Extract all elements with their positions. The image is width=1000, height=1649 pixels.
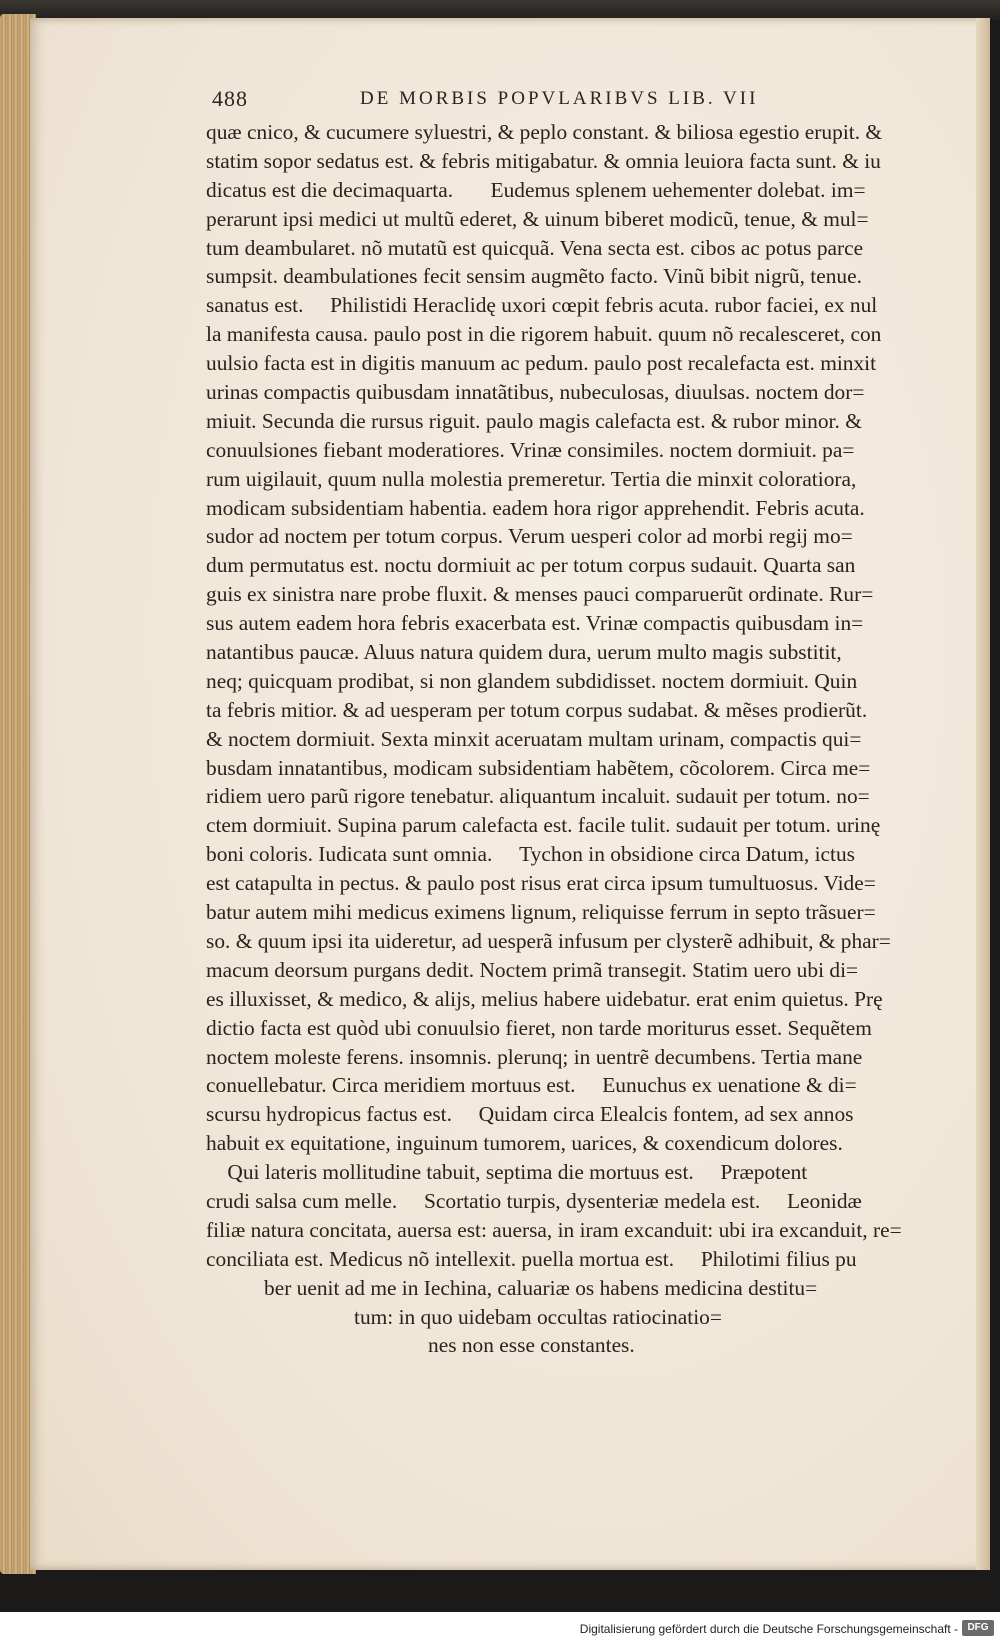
text-line: scursu hydropicus factus est. Quidam circa Elealcis fontem, ad sex annos: [206, 1102, 854, 1127]
text-line: la manifesta causa. paulo post in die rigorem habuit. quum nõ recalesceret, con: [206, 322, 882, 347]
body-text: [206, 118, 914, 1360]
text-line: es illuxisset, & medico, & alijs, melius habere uidebatur. erat enim quietus. Prę: [206, 986, 883, 1011]
text-line: dictio facta est quòd ubi conuulsio fieret, non tarde moriturus esset. Sequẽtem: [206, 1015, 872, 1040]
text-line: urinas compactis quibusdam innatãtibus, nubeculosas, diuulsas. noctem dor=: [206, 380, 865, 405]
page-number: 488: [212, 86, 248, 111]
text-line: busdam innatantibus, modicam subsidentiam habẽtem, cõcolorem. Circa me=: [206, 755, 871, 780]
text-line: ctem dormiuit. Supina parum calefacta est. facile tulit. sudauit per totum. urinę: [206, 813, 881, 838]
text-line: sus autem eadem hora febris exacerbata est. Vrinæ compactis quibusdam in=: [206, 611, 864, 636]
text-line: miuit. Secunda die rursus riguit. paulo magis calefacta est. & rubor minor. &: [206, 408, 862, 433]
text-line: habuit ex equitatione, inguinum tumorem, uarices, & coxendicum dolores.: [206, 1131, 843, 1156]
text-line: sanatus est. Philistidi Heraclidę uxori cœpit febris acuta. rubor faciei, ex nul: [206, 293, 878, 318]
tail-line: nes non esse constantes.: [428, 1333, 635, 1358]
text-line: conuulsiones fiebant moderatiores. Vrinæ consimiles. noctem dormiuit. pa=: [206, 437, 855, 462]
text-line: batur autem mihi medicus eximens lignum, reliquisse ferrum in septo trãsuer=: [206, 900, 876, 925]
text-line: conuellebatur. Circa meridiem mortuus est. Eunuchus ex uenatione & di=: [206, 1073, 857, 1098]
text-line: est catapulta in pectus. & paulo post risus erat circa ipsum tumultuosus. Vide=: [206, 871, 876, 896]
text-line: ridiem uero parũ rigore tenebatur. aliquantum incaluit. sudauit per totum. no=: [206, 784, 870, 809]
text-line: rum uigilauit, quum nulla molestia premeretur. Tertia die minxit coloratiora,: [206, 466, 857, 491]
text-line: tum deambularet. nõ mutatũ est quicquã. Vena secta est. cibos ac potus parce: [206, 235, 864, 260]
text-line: Qui lateris mollitudine tabuit, septima die mortuus est. Præpotent: [206, 1160, 808, 1185]
dfg-logo: DFG: [962, 1620, 994, 1636]
running-head: DE MORBIS POPVLARIBVS LIB. VII: [360, 88, 759, 109]
tail-line: ber uenit ad me in Iechina, caluariæ os habens medicina destitu=: [264, 1275, 818, 1300]
page-gutter: [976, 18, 990, 1570]
footer-bar: [0, 1612, 1000, 1649]
text-line: quæ cnico, & cucumere syluestri, & peplo constant. & biliosa egestio erupit. &: [206, 120, 883, 144]
text-line: ta febris mitior. & ad uesperam per totum corpus sudabat. & mẽses prodierũt.: [206, 697, 868, 722]
text-line: dum permutatus est. noctu dormiuit ac per totum corpus sudauit. Quarta san: [206, 553, 856, 578]
text-line: sumpsit. deambulationes fecit sensim augmẽto facto. Vinũ bibit nigrũ, tenue.: [206, 264, 862, 289]
page-header: [212, 86, 912, 116]
text-line: macum deorsum purgans dedit. Noctem primã transegit. Statim uero ubi di=: [206, 957, 859, 982]
funding-note: Digitalisierung gefördert durch die Deutsche Forschungsgemeinschaft -: [579, 1622, 958, 1636]
text-line: crudi salsa cum melle. Scortatio turpis, dysenteriæ medela est. Leonidæ: [206, 1188, 862, 1213]
text-line: noctem moleste ferens. insomnis. plerunq; in uentrẽ decumbens. Tertia mane: [206, 1044, 863, 1069]
text-line: sudor ad noctem per totum corpus. Verum uesperi color ad morbi regij mo=: [206, 524, 853, 549]
scanner-top-edge: [0, 0, 1000, 20]
text-line: natantibus paucæ. Aluus natura quidem dura, uerum multo magis substitit,: [206, 640, 842, 665]
text-line: so. & quum ipsi ita uideretur, ad uesperã infusum per clysterẽ adhibuit, & phar=: [206, 928, 891, 953]
text-line: guis ex sinistra nare probe fluxit. & menses pauci comparuerũt ordinate. Rur=: [206, 582, 874, 607]
text-line: statim sopor sedatus est. & febris mitigabatur. & omnia leuiora facta sunt. & iu: [206, 148, 881, 173]
text-line: perarunt ipsi medici ut multũ ederet, & uinum biberet modicũ, tenue, & mul=: [206, 206, 869, 231]
text-line: & noctem dormiuit. Sexta minxit aceruatam multam urinam, compactis qui=: [206, 726, 862, 751]
text-line: filiæ natura concitata, auersa est: auersa, in iram excanduit: ubi ira excanduit, re=: [206, 1217, 902, 1242]
text-line: uulsio facta est in digitis manuum ac pedum. paulo post recalefacta est. minxit: [206, 351, 877, 376]
text-line: conciliata est. Medicus nõ intellexit. puella mortua est. Philotimi filius pu: [206, 1246, 857, 1271]
tail-line: tum: in quo uidebam occultas ratiocinatio=: [354, 1304, 722, 1329]
text-line: dicatus est die decimaquarta. Eudemus splenem uehementer dolebat. im=: [206, 177, 866, 202]
text-line: modicam subsidentiam habentia. eadem hora rigor apprehendit. Febris acuta.: [206, 495, 865, 520]
text-line: neq; quicquam prodibat, si non glandem subdidisset. noctem dormiuit. Quin: [206, 668, 858, 693]
text-line: boni coloris. Iudicata sunt omnia. Tychon in obsidione circa Datum, ictus: [206, 842, 855, 867]
